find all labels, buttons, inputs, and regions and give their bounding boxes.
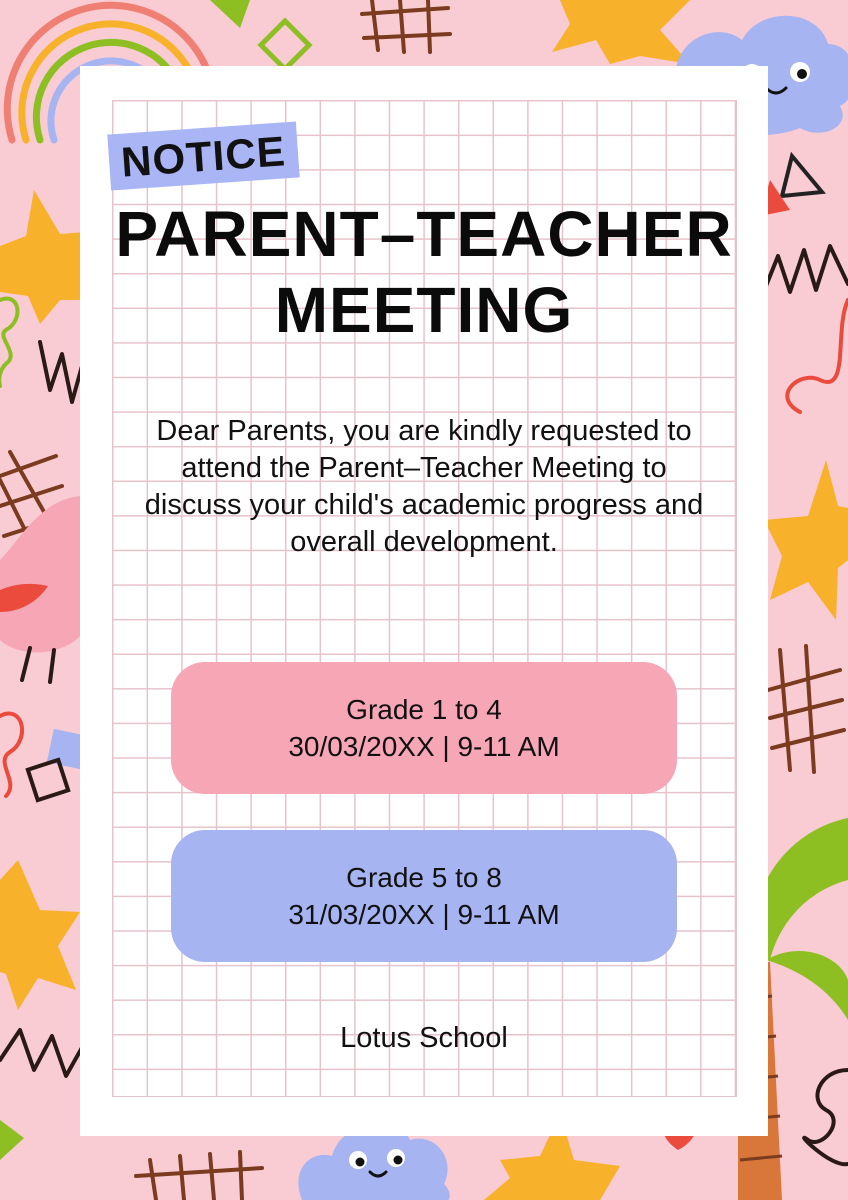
star-icon — [764, 460, 848, 620]
session-grades: Grade 5 to 8 — [346, 862, 502, 893]
session-card-grade-1-4 — [171, 662, 677, 794]
loop-icon — [804, 1070, 848, 1164]
triangle-icon — [782, 156, 822, 196]
triangle-icon — [0, 1120, 24, 1160]
squiggle-icon — [0, 714, 22, 796]
hatch-icon — [768, 646, 844, 772]
diamond-icon — [261, 21, 309, 69]
hatch-icon — [362, 0, 450, 52]
loop-icon — [0, 299, 17, 386]
session-card-grade-5-8 — [171, 830, 677, 962]
star-icon — [552, 0, 690, 64]
invitation-message: Dear Parents, you are kindly requested to attend the Parent–Teacher Meeting to discuss your child's academic progress and overall development. — [144, 415, 704, 558]
squiggle-icon — [787, 300, 848, 412]
zigzag-icon — [762, 246, 848, 296]
title-line-1: PARENT–TEACHER — [115, 198, 733, 270]
hatch-icon — [136, 1152, 262, 1200]
session-grades: Grade 1 to 4 — [346, 694, 502, 725]
session-schedule: 31/03/20XX | 9-11 AM — [288, 899, 560, 930]
page-title — [112, 196, 736, 348]
leaf-shape-icon — [210, 0, 250, 28]
title-line-2: MEETING — [274, 274, 574, 346]
school-name: Lotus School — [340, 1022, 508, 1054]
star-icon — [0, 860, 80, 1010]
session-schedule: 30/03/20XX | 9-11 AM — [288, 731, 560, 762]
zigzag-icon — [0, 1030, 84, 1076]
notice-badge: NOTICE — [107, 121, 299, 190]
square-icon — [28, 760, 68, 800]
